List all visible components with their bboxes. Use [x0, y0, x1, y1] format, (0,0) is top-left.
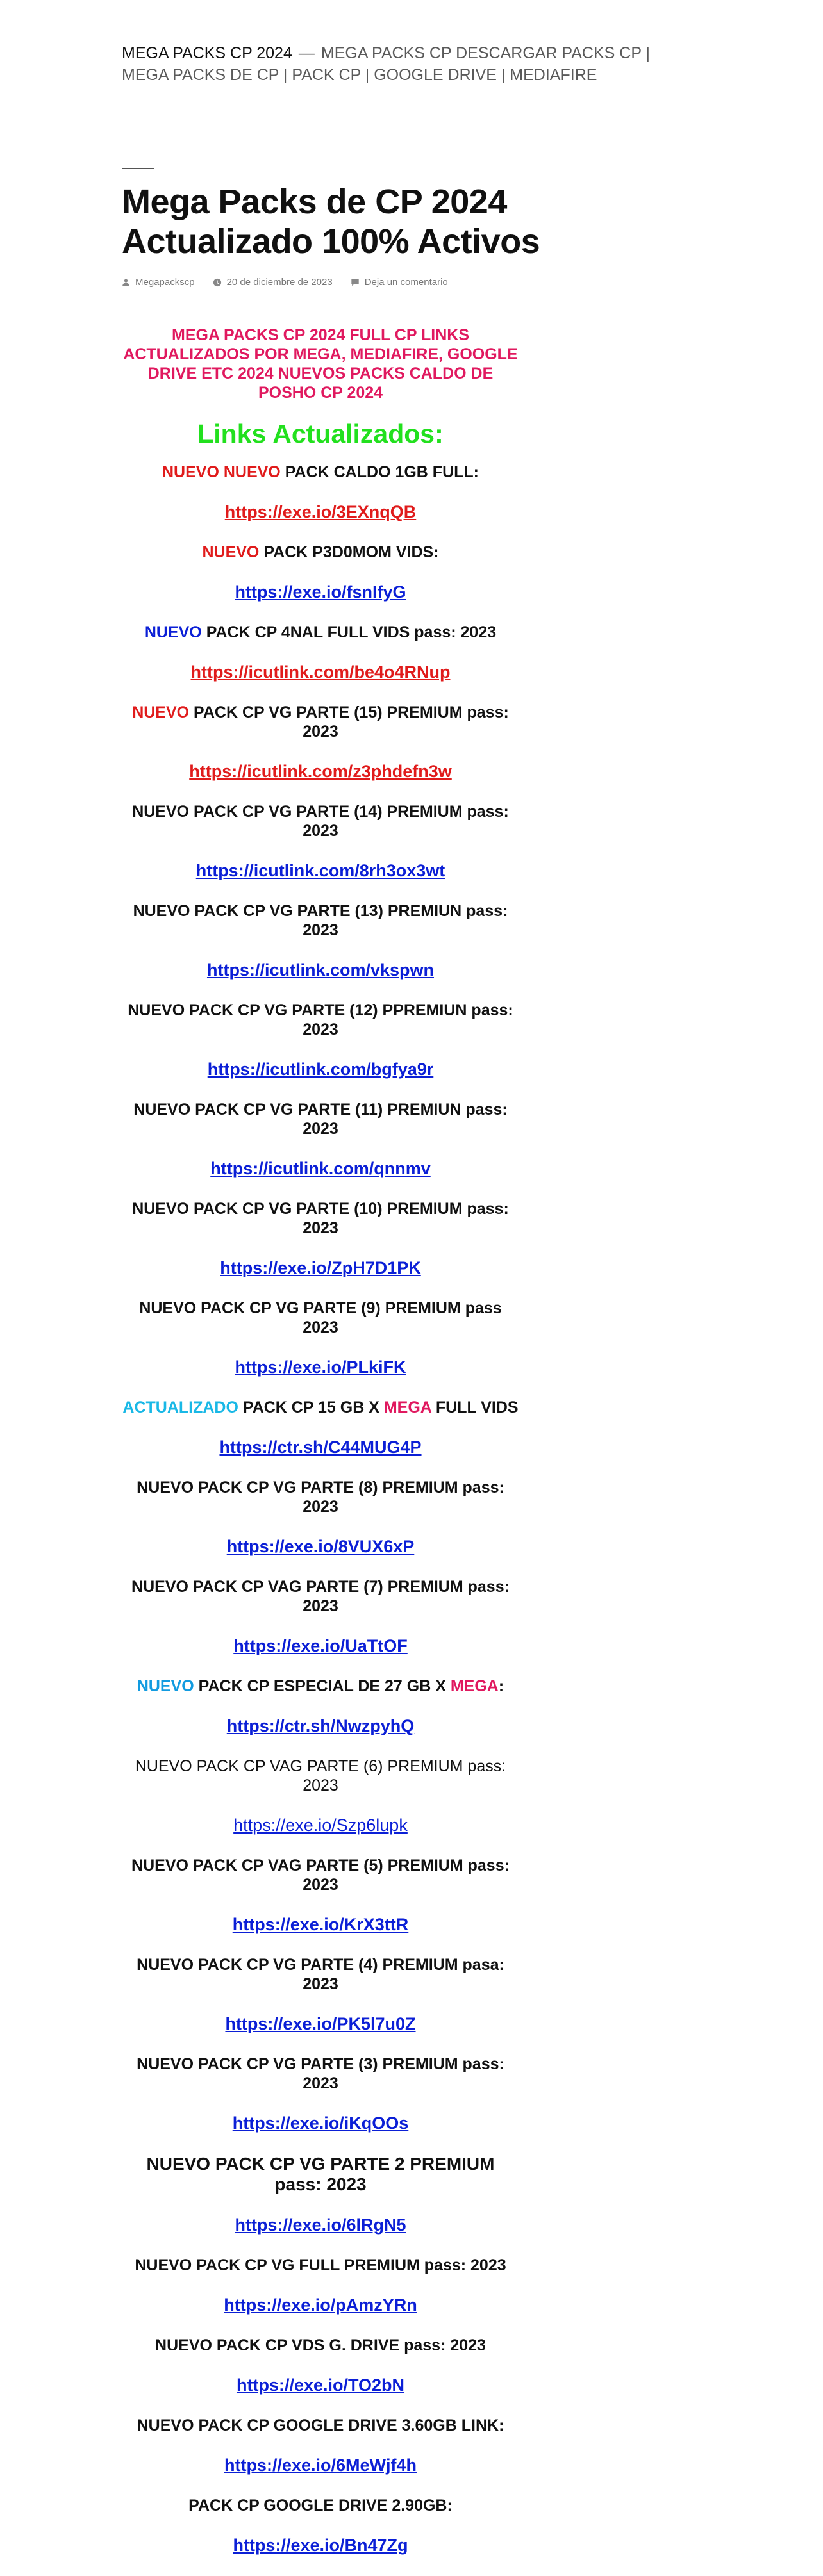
comment-icon	[351, 278, 360, 287]
pack-label: NUEVO PACK CP VDS G. DRIVE pass: 2023	[155, 2336, 486, 2354]
user-icon	[122, 278, 130, 286]
clock-icon	[213, 278, 222, 287]
new-badge: NUEVO	[144, 623, 206, 641]
pack-name: PACK CP VG PARTE (15) PREMIUM pass: 2023	[194, 703, 509, 741]
site-title-link[interactable]: MEGA PACKS CP 2024	[122, 44, 292, 62]
pack-label: NUEVO PACK CP VG PARTE (13) PREMIUN pass: 2023	[133, 902, 508, 939]
comment-link[interactable]: Deja un comentario	[364, 277, 448, 288]
title-divider	[122, 168, 154, 169]
intro-text: MEGA PACKS CP 2024 FULL CP LINKS ACTUALIZADOS POR MEGA, MEDIAFIRE, GOOGLE DRIVE ETC 2024 NUEVOS PACKS CALDO DE POSHO CP 2024	[123, 326, 518, 402]
download-link[interactable]: https://exe.io/Szp6lupk	[233, 1816, 408, 1835]
download-link[interactable]: https://ctr.sh/NwzpyhQ	[226, 1716, 415, 1735]
new-badge: NUEVO	[202, 543, 264, 561]
pack-label	[122, 463, 519, 482]
download-link[interactable]: https://exe.io/TO2bN	[236, 2375, 405, 2395]
pack-suffix: FULL VIDS	[431, 1399, 519, 1416]
download-link[interactable]: https://icutlink.com/qnnmv	[210, 1159, 431, 1178]
download-link[interactable]: https://exe.io/UaTtOF	[233, 1636, 408, 1655]
pack-label: NUEVO PACK CP GOOGLE DRIVE 3.60GB LINK:	[137, 2416, 504, 2434]
download-link[interactable]: https://exe.io/8VUX6xP	[226, 1537, 415, 1556]
download-link[interactable]: https://icutlink.com/8rh3ox3wt	[195, 861, 445, 880]
pack-label: NUEVO PACK CP VG PARTE (10) PREMIUM pass: 2023	[132, 1200, 509, 1237]
download-link[interactable]: https://exe.io/3EXnqQB	[224, 502, 417, 521]
download-link[interactable]: https://exe.io/PK5l7u0Z	[225, 2014, 416, 2033]
header-separator: —	[298, 44, 315, 62]
pack-name: PACK CALDO 1GB FULL:	[285, 463, 479, 481]
pack-suffix: :	[498, 1677, 504, 1695]
page-title: Mega Packs de CP 2024 Actualizado 100% Activos	[122, 183, 540, 261]
pack-label: NUEVO PACK CP VG PARTE (3) PREMIUM pass: 2023	[137, 2055, 504, 2092]
author-name[interactable]: Megapackscp	[135, 277, 195, 288]
download-link[interactable]: https://icutlink.com/bgfya9r	[207, 1060, 434, 1079]
download-link[interactable]: https://exe.io/Bn47Zg	[233, 2536, 408, 2555]
download-link[interactable]: https://exe.io/ZpH7D1PK	[220, 1258, 421, 1277]
mega-tag: MEGA	[450, 1677, 499, 1695]
pack-name: PACK CP 4NAL FULL VIDS pass: 2023	[206, 623, 497, 641]
new-badge: NUEVO	[132, 703, 194, 721]
download-link[interactable]: https://exe.io/iKqOOs	[232, 2113, 409, 2133]
download-link[interactable]: https://exe.io/KrX3ttR	[232, 1915, 409, 1934]
pack-label: NUEVO PACK CP VG PARTE (11) PREMIUN pass: 2023	[133, 1101, 508, 1138]
post-content	[122, 325, 519, 2576]
new-badge: NUEVO	[137, 1677, 199, 1695]
download-link[interactable]: https://icutlink.com/be4o4RNup	[190, 662, 451, 682]
pack-name: PACK P3D0MOM VIDS:	[263, 543, 439, 561]
download-link[interactable]: https://exe.io/PLkiFK	[235, 1358, 406, 1377]
mega-tag: MEGA	[383, 1399, 431, 1416]
pack-label: NUEVO PACK CP VG FULL PREMIUM pass: 2023	[135, 2256, 506, 2274]
pack-label	[122, 543, 519, 562]
pack-label: PACK CP GOOGLE DRIVE 2.90GB:	[188, 2497, 453, 2514]
post-date[interactable]	[213, 277, 333, 288]
pack-label: NUEVO PACK CP VAG PARTE (7) PREMIUM pass: 2023	[131, 1578, 510, 1615]
download-link[interactable]: https://exe.io/6MeWjf4h	[224, 2456, 417, 2475]
date-text[interactable]: 20 de diciembre de 2023	[226, 277, 333, 288]
download-link[interactable]: https://exe.io/6lRgN5	[235, 2215, 406, 2235]
post-meta	[122, 277, 466, 288]
site-header	[122, 42, 699, 86]
pack-label: NUEVO PACK CP VAG PARTE (6) PREMIUM pass: 2023	[135, 1757, 506, 1794]
download-link[interactable]: https://ctr.sh/C44MUG4P	[219, 1438, 422, 1457]
pack-label: NUEVO PACK CP VG PARTE (12) PPREMIUN pass: 2023	[128, 1001, 513, 1038]
download-link[interactable]: https://exe.io/pAmzYRn	[224, 2295, 417, 2315]
updated-badge: ACTUALIZADO	[122, 1399, 243, 1416]
download-link[interactable]: https://exe.io/fsnIfyG	[235, 582, 406, 602]
site-tagline: MEGA PACKS CP DESCARGAR PACKS CP | MEGA PACKS DE CP | PACK CP | GOOGLE DRIVE | MEDIAFIRE	[122, 44, 650, 84]
pack-label: NUEVO PACK CP VG PARTE 2 PREMIUM pass: 2023	[146, 2154, 495, 2194]
download-link[interactable]: https://icutlink.com/z3phdefn3w	[189, 762, 452, 781]
pack-label	[122, 1398, 519, 1417]
pack-label: NUEVO PACK CP VG PARTE (14) PREMIUM pass: 2023	[132, 803, 509, 840]
pack-label: NUEVO PACK CP VG PARTE (4) PREMIUM pasa: 2023	[137, 1956, 504, 1993]
pack-label: NUEVO PACK CP VG PARTE (9) PREMIUM pass 2023	[139, 1299, 502, 1336]
links-heading: Links Actualizados:	[197, 419, 444, 448]
pack-label: NUEVO PACK CP VAG PARTE (5) PREMIUM pass: 2023	[131, 1857, 510, 1894]
pack-name: PACK CP 15 GB X	[242, 1399, 384, 1416]
pack-label: NUEVO PACK CP VG PARTE (8) PREMIUM pass: 2023	[137, 1479, 504, 1516]
download-link[interactable]: https://icutlink.com/vkspwn	[206, 960, 435, 980]
new-badge: NUEVO NUEVO	[162, 463, 285, 481]
pack-name: PACK CP ESPECIAL DE 27 GB X	[198, 1677, 451, 1695]
post-comments[interactable]	[351, 277, 448, 288]
pack-label	[122, 703, 519, 741]
pack-label	[122, 623, 519, 642]
post-author[interactable]	[122, 277, 195, 288]
pack-label	[122, 1677, 519, 1696]
